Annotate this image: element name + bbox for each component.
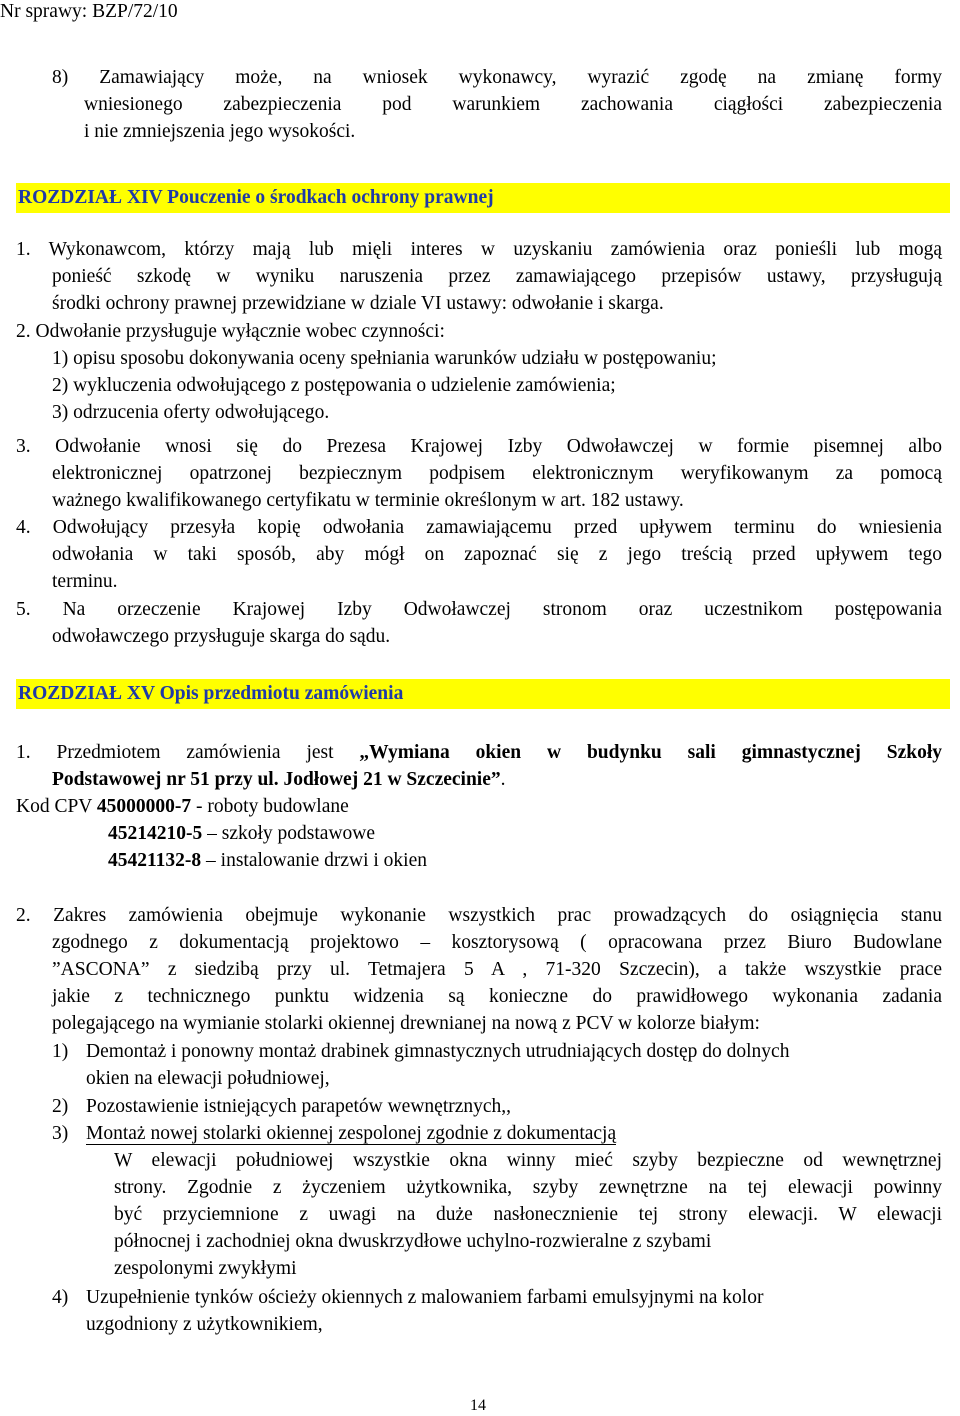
s15-p2-line-2: zgodnego z dokumentacją projektowo – kosztorysową ( opracowana przez Biuro Budowlane: [52, 932, 942, 953]
item3-detail-line-3: być przyciemnione z uwagi na duże nasłonecznienie tej strony elewacji. W elewacji: [114, 1204, 942, 1225]
s15-p1-line-1: 1. Przedmiotem zamówienia jest „Wymiana okien w budynku sali gimnastycznej Szkoły: [16, 742, 942, 763]
cpv-line-3: 45421132-8 – instalowanie drzwi i okien: [108, 850, 427, 871]
s15-p1-line-2: Podstawowej nr 51 przy ul. Jodłowej 21 w Szczecinie”.: [52, 769, 506, 790]
s15-p2-line-4: jakie z technicznego punktu widzenia są konieczne do prawidłowego wykonania zadania: [52, 986, 942, 1007]
item3-detail-line-5: zespolonymi zwykłymi: [114, 1258, 297, 1279]
s14-p5-line-1: 5. Na orzeczenie Krajowej Izby Odwoławczej stronom oraz uczestnikom postępowania: [16, 599, 942, 620]
cpv-line-2: 45214210-5 – szkoły podstawowe: [108, 823, 376, 844]
list-item-4-line-2: uzgodniony z użytkownikiem,: [86, 1314, 323, 1335]
list-item-1-line-1: Demontaż i ponowny montaż drabinek gimnastycznych utrudniających dostęp do dolnych: [86, 1041, 790, 1062]
s14-p4-line-1: 4. Odwołujący przesyła kopię odwołania zamawiającemu przed upływem terminu do wniesienia: [16, 517, 942, 538]
list-item-3-num: 3): [52, 1123, 69, 1144]
s14-p2-intro: 2. Odwołanie przysługuje wyłącznie wobec czynności:: [16, 321, 445, 342]
section-14-heading: ROZDZIAŁ XIV Pouczenie o środkach ochrony prawnej: [16, 183, 950, 213]
list-item-1-line-2: okien na elewacji południowej,: [86, 1068, 330, 1089]
item3-detail-line-2: strony. Zgodnie z życzeniem użytkownika, szyby zewnętrzne na tej elewacji powinny: [114, 1177, 942, 1198]
item3-detail-line-4: północnej i zachodniej okna dwuskrzydłowe uchylno-rozwieralne z szybami: [114, 1231, 712, 1252]
list-item-2-num: 2): [52, 1096, 69, 1117]
s14-p4-line-3: terminu.: [52, 571, 118, 592]
s14-p3-line-3: ważnego kwalifikowanego certyfikatu w terminie określonym w art. 182 ustawy.: [52, 490, 684, 511]
section-15-heading: ROZDZIAŁ XV Opis przedmiotu zamówienia: [16, 679, 950, 709]
s15-p2-line-3: ”ASCONA” z siedzibą przy ul. Tetmajera 5 A , 71-320 Szczecin), a także wszystkie prace: [52, 959, 942, 980]
s14-p2-item-3: 3) odrzucenia oferty odwołującego.: [52, 402, 330, 423]
s14-p5-line-2: odwoławczego przysługuje skarga do sądu.: [52, 626, 391, 647]
s14-p4-line-2: odwołania w taki sposób, aby mógł on zapoznać się z jego treścią przed upływem tego: [52, 544, 942, 565]
document-reference: Nr sprawy: BZP/72/10: [0, 1, 178, 22]
item8-line-2: wniesionego zabezpieczenia pod warunkiem zachowania ciągłości zabezpieczenia: [84, 94, 942, 115]
page-number: 14: [470, 1397, 486, 1414]
item8-line-1: 8) Zamawiający może, na wniosek wykonawcy, wyrazić zgodę na zmianę formy: [52, 67, 942, 88]
list-item-2-line-1: Pozostawienie istniejących parapetów wewnętrznych,,: [86, 1096, 512, 1117]
list-item-4-line-1: Uzupełnienie tynków ościeży okiennych z malowaniem farbami emulsyjnymi na kolor: [86, 1287, 764, 1308]
s14-p2-item-1: 1) opisu sposobu dokonywania oceny spełniania warunków udziału w postępowaniu;: [52, 348, 717, 369]
s14-p1-line-1: 1. Wykonawcom, którzy mają lub mięli interes w uzyskaniu zamówienia oraz ponieśli lub mogą: [16, 239, 942, 260]
s15-p2-line-1: 2. Zakres zamówienia obejmuje wykonanie wszystkich prac prowadzących do osiągnięcia stanu: [16, 905, 942, 926]
cpv-line-1: Kod CPV 45000000-7 - roboty budowlane: [16, 796, 349, 817]
s14-p1-line-3: środki ochrony prawnej przewidziane w dziale VI ustawy: odwołanie i skarga.: [52, 293, 664, 314]
s14-p2-item-2: 2) wykluczenia odwołującego z postępowania o udzielenie zamówienia;: [52, 375, 616, 396]
s14-p1-line-2: ponieść szkodę w wyniku naruszenia przez zamawiającego przepisów ustawy, przysługują: [52, 266, 942, 287]
s14-p3-line-2: elektronicznej opatrzonej bezpiecznym podpisem elektronicznym weryfikowanym za pomocą: [52, 463, 942, 484]
item3-detail-line-1: W elewacji południowej wszystkie okna winny mieć szyby bezpieczne od wewnętrznej: [114, 1150, 942, 1171]
s15-p2-line-5: polegającego na wymianie stolarki okiennej drewnianej na nową z PCV w kolorze białym:: [52, 1013, 760, 1034]
item8-line-3: i nie zmniejszenia jego wysokości.: [84, 121, 356, 142]
list-item-3-line-1: Montaż nowej stolarki okiennej zespolonej zgodnie z dokumentacją: [86, 1123, 617, 1144]
list-item-1-num: 1): [52, 1041, 69, 1062]
s14-p3-line-1: 3. Odwołanie wnosi się do Prezesa Krajowej Izby Odwoławczej w formie pisemnej albo: [16, 436, 942, 457]
list-item-4-num: 4): [52, 1287, 69, 1308]
